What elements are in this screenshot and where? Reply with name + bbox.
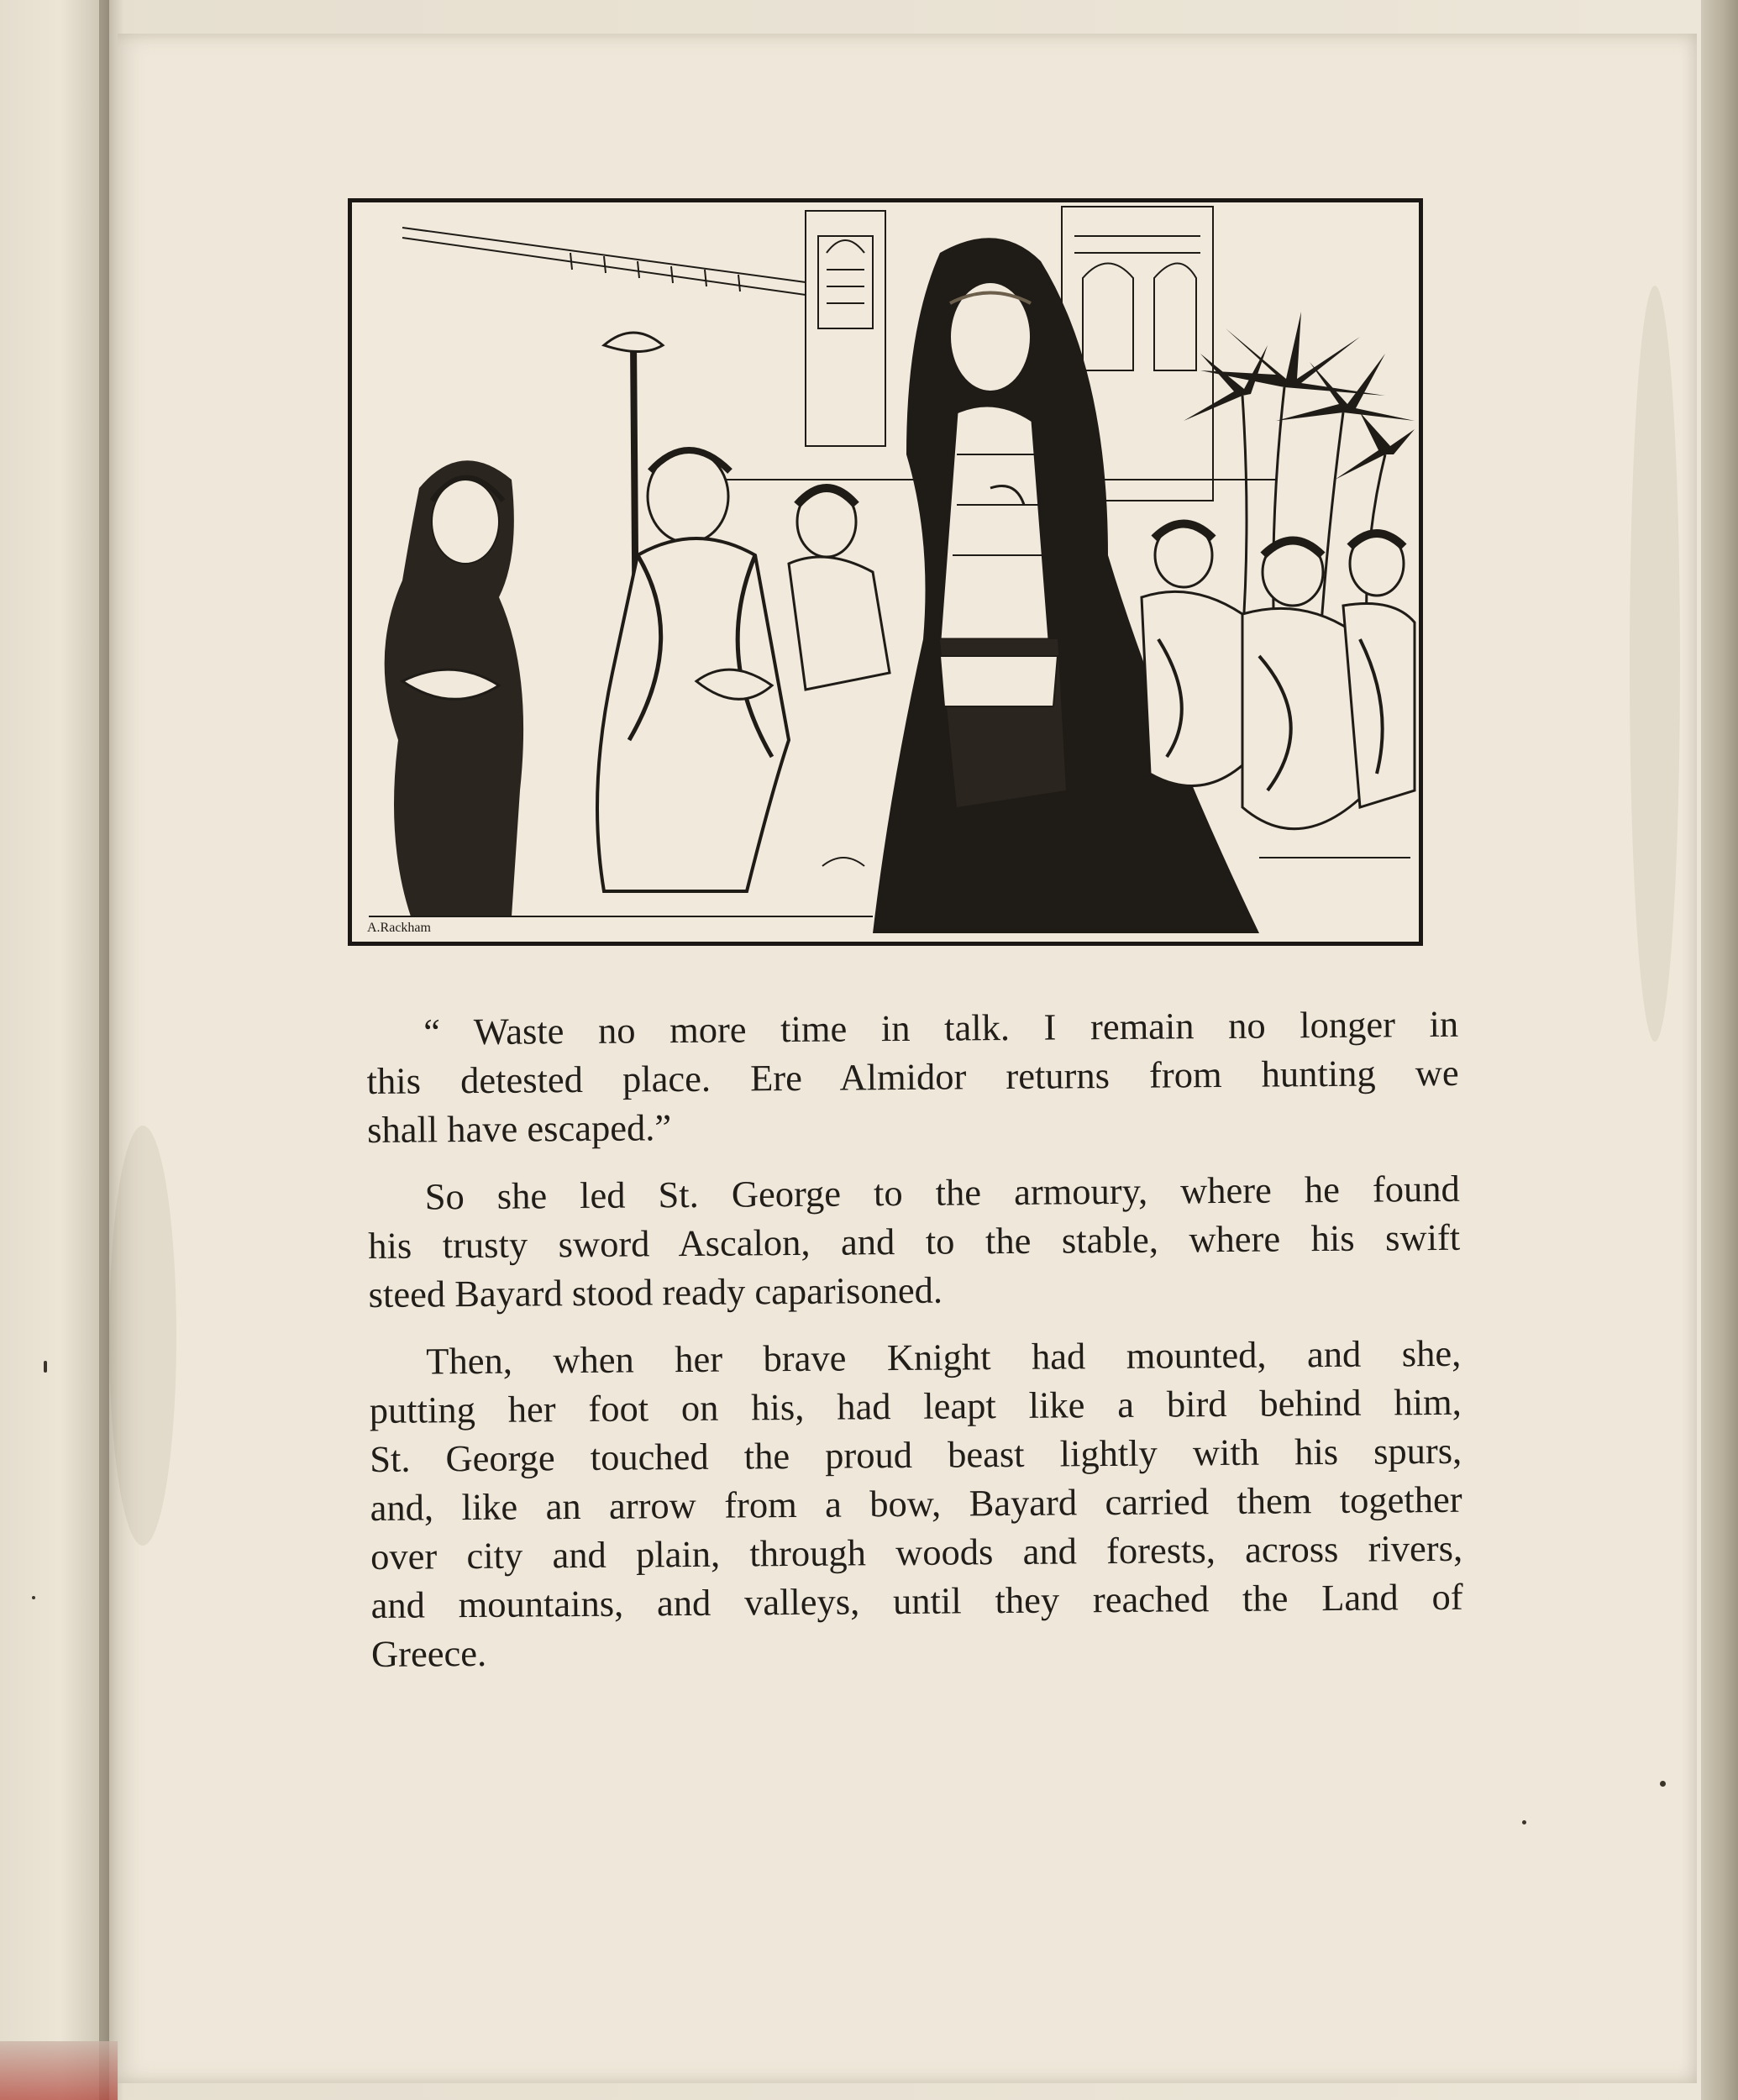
text-line: putting her foot on his, had leapt like a bird behind him, [369,1380,1462,1431]
text-line: shall have escaped.” [366,1106,672,1151]
text-line: and mountains, and valleys, until they reached the Land of [370,1575,1463,1626]
text-line: St. George touched the proud beast lightly with his spurs, [370,1429,1462,1480]
paragraph [368,1164,1461,1319]
left-page-edge [0,0,109,2100]
paper-speck [32,1596,35,1599]
red-cover-corner [0,2041,118,2100]
text-line: over city and plain, through woods and forests, across rivers, [370,1526,1463,1578]
text-line: “ Waste no more time in talk. I remain no longer in [423,1002,1459,1053]
paragraph [366,1000,1459,1154]
artist-signature: A.Rackham [367,921,431,935]
text-line: this detested place. Ere Almidor returns from hunting we [366,1051,1459,1102]
story-text [366,1000,1463,1678]
page-stain [1630,286,1680,1042]
illustration-drawing [352,202,1419,942]
right-cover-edge [1701,0,1738,2100]
text-line: steed Bayard stood ready caparisoned. [368,1268,943,1315]
text-line: Then, when her brave Knight had mounted, and she, [426,1331,1462,1383]
paragraph [369,1329,1463,1678]
paper-speck [44,1361,47,1373]
text-line: Greece. [370,1631,487,1675]
text-line: and, like an arrow from a bow, Bayard carried them together [370,1478,1462,1529]
rackham-illustration [348,198,1423,946]
text-line: So she led St. George to the armoury, where he found [424,1167,1460,1218]
paper-speck [1522,1820,1526,1824]
paper-speck [1660,1781,1666,1787]
page-stain [109,1126,176,1546]
text-line: his trusty sword Ascalon, and to the stable, where his swift [368,1215,1461,1267]
